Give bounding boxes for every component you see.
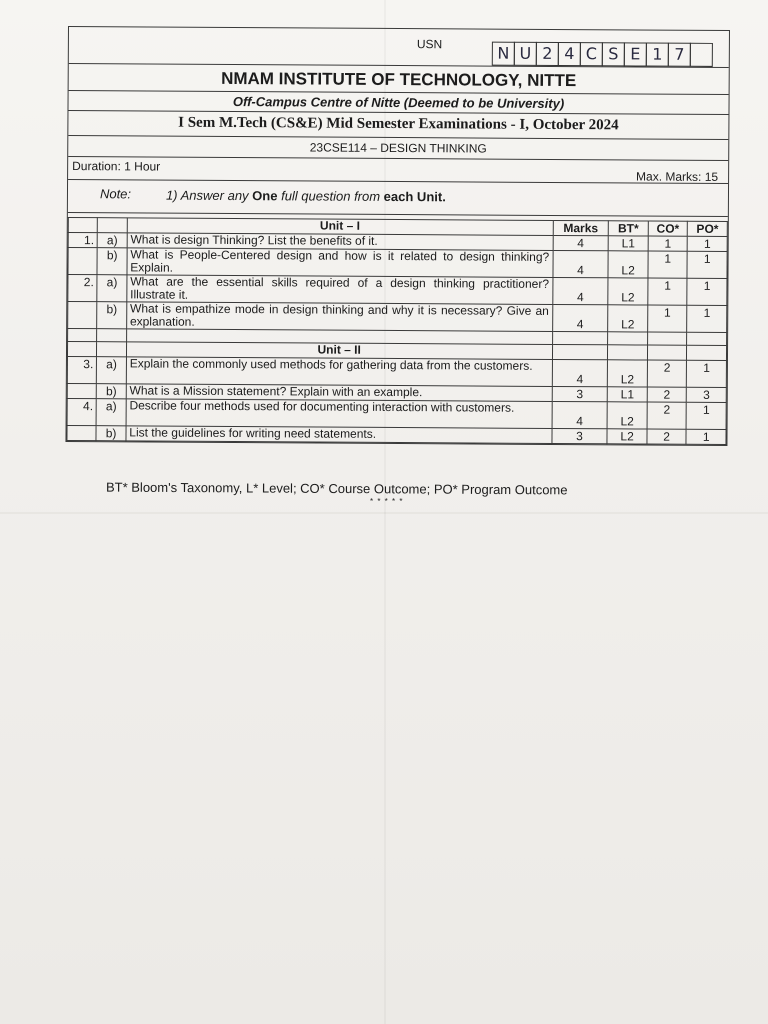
question-text: What is a Mission statement? Explain with an example. [126,384,552,402]
question-text: What is empathize mode in design thinking and why it is necessary? Give an explanation. [126,302,552,332]
empty-cell [98,218,127,233]
bt-level: L2 [608,251,648,278]
empty-cell [97,329,126,342]
marks-value: 3 [552,428,608,443]
empty-cell [67,342,96,357]
question-number: 2. [68,275,98,302]
empty-cell [68,218,97,233]
note-middle: full question from [277,188,384,204]
usn-row [69,27,729,68]
usn-char-box: C [580,42,603,66]
marks-value: 4 [553,250,609,277]
empty-cell [68,329,97,342]
note-each: each Unit. [383,188,446,205]
usn-char-box: E [624,42,647,66]
exam-title: I Sem M.Tech (CS&E) Mid Semester Examinations - I, October 2024 [68,111,728,140]
note-prefix: 1) Answer any [165,187,253,204]
po-value: 1 [688,236,728,251]
question-number [68,302,98,329]
max-marks: Max. Marks: 15 [636,169,719,184]
column-header-marks: Marks [553,220,609,235]
usn-char-box [690,43,713,67]
note-one: One [252,188,278,204]
co-value: 1 [648,236,688,251]
question-text: What are the essential skills required of a design thinking practitioner? Illustrate it. [127,275,553,305]
end-stars: * * * * * [370,497,404,506]
co-value: 1 [648,278,688,305]
question-text: Describe four methods used for documenting interaction with customers. [126,399,552,429]
question-number: 3. [67,357,97,384]
questions-table [66,217,727,445]
usn-char-box: 7 [668,43,691,67]
sub-question-label: a) [96,399,126,426]
po-value: 1 [686,429,726,444]
marks-value: 4 [553,235,609,250]
empty-cell [608,345,648,360]
empty-cell [687,345,727,360]
marks-value: 4 [552,359,608,386]
usn-char-box: U [514,42,537,66]
question-text: What is design Thinking? List the benefits of it. [127,233,553,251]
sub-question-label: a) [97,275,127,302]
empty-cell [608,332,648,345]
question-text: What is People-Centered design and how is it related to design thinking? Explain. [127,248,553,278]
question-number [67,426,96,441]
bt-level: L2 [607,429,647,444]
question-number: 4. [67,399,97,426]
po-value: 1 [687,278,727,305]
sub-question-label: b) [97,384,126,399]
co-value: 1 [648,251,688,278]
column-header-co: CO* [648,221,688,236]
column-header-bt: BT* [609,221,649,236]
question-number [67,384,96,399]
note-label: Note: [99,186,132,202]
question-text: Explain the commonly used methods for gathering data from the customers. [126,357,552,387]
usn-char-box: N [492,42,515,66]
bt-level: L1 [608,236,648,251]
marks-value: 4 [552,304,608,331]
usn-label: USN [416,37,443,52]
bt-level: L2 [608,360,648,387]
bt-level: L2 [608,305,648,332]
co-value: 2 [647,360,687,387]
campus-name: Off-Campus Centre of Nitte (Deemed to be University) [68,91,728,115]
sub-question-label: a) [97,357,127,384]
course-title: 23CSE114 – DESIGN THINKING [68,136,728,161]
empty-cell [647,332,687,345]
po-value: 1 [687,360,727,387]
usn-char-box: 1 [646,43,669,67]
question-number [68,248,98,275]
marks-value: 3 [552,386,608,401]
note-text [166,188,446,205]
co-value: 2 [647,402,687,429]
po-value: 3 [687,387,727,402]
po-value: 1 [687,251,727,278]
bt-level: L2 [607,402,647,429]
empty-cell [647,345,687,360]
sub-question-label: b) [97,302,127,329]
usn-char-box: 2 [536,42,559,66]
question-row [68,302,727,333]
bt-level: L2 [608,278,648,305]
question-paper [65,26,730,446]
marks-value: 4 [552,277,608,304]
column-header-po: PO* [688,221,728,236]
co-value: 1 [648,305,688,332]
sub-question-label: b) [97,248,127,275]
note-row [68,180,728,217]
empty-cell [97,342,126,357]
sub-question-label: b) [96,426,125,441]
unit-title: Unit – II [126,342,552,360]
co-value: 2 [647,387,687,402]
question-number: 1. [68,233,97,248]
po-value: 1 [686,402,726,429]
institute-name: NMAM INSTITUTE OF TECHNOLOGY, NITTE [69,64,729,95]
marks-value: 4 [552,401,608,428]
usn-char-box: S [602,42,625,66]
co-value: 2 [647,429,687,444]
legend-footer: BT* Bloom's Taxonomy, L* Level; CO* Course Outcome; PO* Program Outcome [105,479,568,498]
empty-cell [687,332,727,345]
unit-title: Unit – I [127,218,553,236]
sub-question-label: a) [98,233,127,248]
usn-boxes [493,42,713,67]
question-text: List the guidelines for writing need statements. [126,426,552,444]
usn-char-box: 4 [558,42,581,66]
empty-cell [552,344,608,359]
empty-cell [552,331,608,344]
bt-level: L1 [608,387,648,402]
po-value: 1 [687,305,727,332]
duration: Duration: 1 Hour [72,159,161,174]
